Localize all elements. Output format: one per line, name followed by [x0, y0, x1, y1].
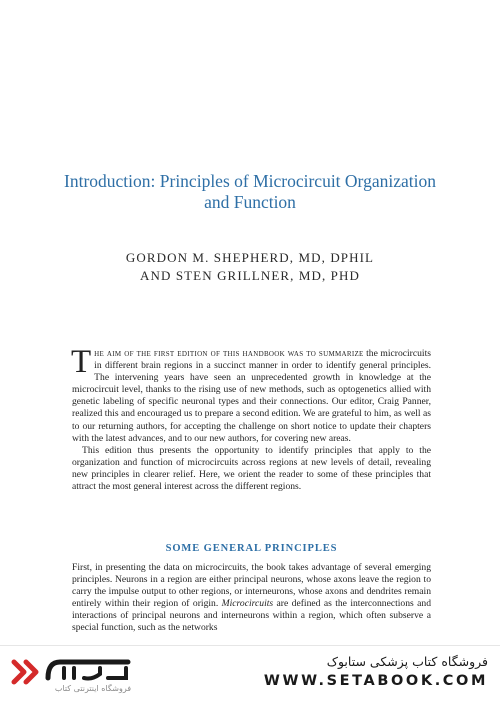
intro-block — [71, 344, 431, 493]
section-text-b: are defined as the interconnections and interactions of principal neurons and interneurons within a region, which often subserve a special function, such as the networks — [72, 598, 431, 634]
chapter-title: Introduction: Principles of Microcircuit Organization and Function — [64, 171, 436, 212]
drop-cap: T — [71, 344, 92, 380]
section-heading: SOME GENERAL PRINCIPLES — [165, 543, 338, 554]
italic-term: Microcircuits — [221, 598, 274, 610]
store-banner — [0, 645, 500, 701]
intro-paragraph-1-text: the microcircuits in different brain regions in a succinct manner in order to identify general principles. The intervening years have seen an unprecedented growth in knowledge at the microcircuit level, thanks to the rising use of new methods, such as optogenetics allied with genetic labeling of specific neuronal types and their connections. Our editor, Craig Panner, realized this and encouraged us to prepare a second edition. We are grateful to him, as well as to our returning authors, for accepting the challenge on short notice to update their chapters with the latest advances, and to our new authors, for covering new areas. — [72, 348, 431, 444]
setabook-logo[interactable] — [8, 650, 138, 696]
section-text-a: First, in presenting the data on microcircuits, the book takes advantage of several emerging principles. Neurons in a region are either principal neurons, whose axons leave the region to carry the impulse output to other regions, or interneurons, whose axons and dendrites remain entirely within their region of origin. — [72, 562, 431, 610]
authors-line-1: GORDON M. SHEPHERD, MD, DPHIL — [125, 250, 375, 265]
section-body — [72, 562, 431, 635]
intro-paragraph-2: This edition thus presents the opportunity to identify principles that apply to the organization and function of microcircuits across regions at new levels of detail, revealing new principles in clearer relief. Here, we orient the reader to some of these principles that attract the most general interest across the different regions. — [72, 444, 431, 493]
lead-in-small-caps: he aim of the first edition of this handbook was to summarize — [94, 348, 364, 359]
section-paragraph-1 — [72, 562, 431, 635]
logo-tagline: فروشگاه اینترنتی کتاب — [54, 684, 132, 693]
website-link[interactable]: WWW.SETABOOK.COM — [263, 673, 488, 689]
chapter-authors — [60, 249, 440, 285]
intro-paragraph-1 — [71, 344, 431, 445]
authors-line-2: AND STEN GRILLNER, MD, PHD — [140, 268, 360, 283]
shop-name: فروشگاه کتاب پزشکی ستابوک — [326, 654, 488, 669]
